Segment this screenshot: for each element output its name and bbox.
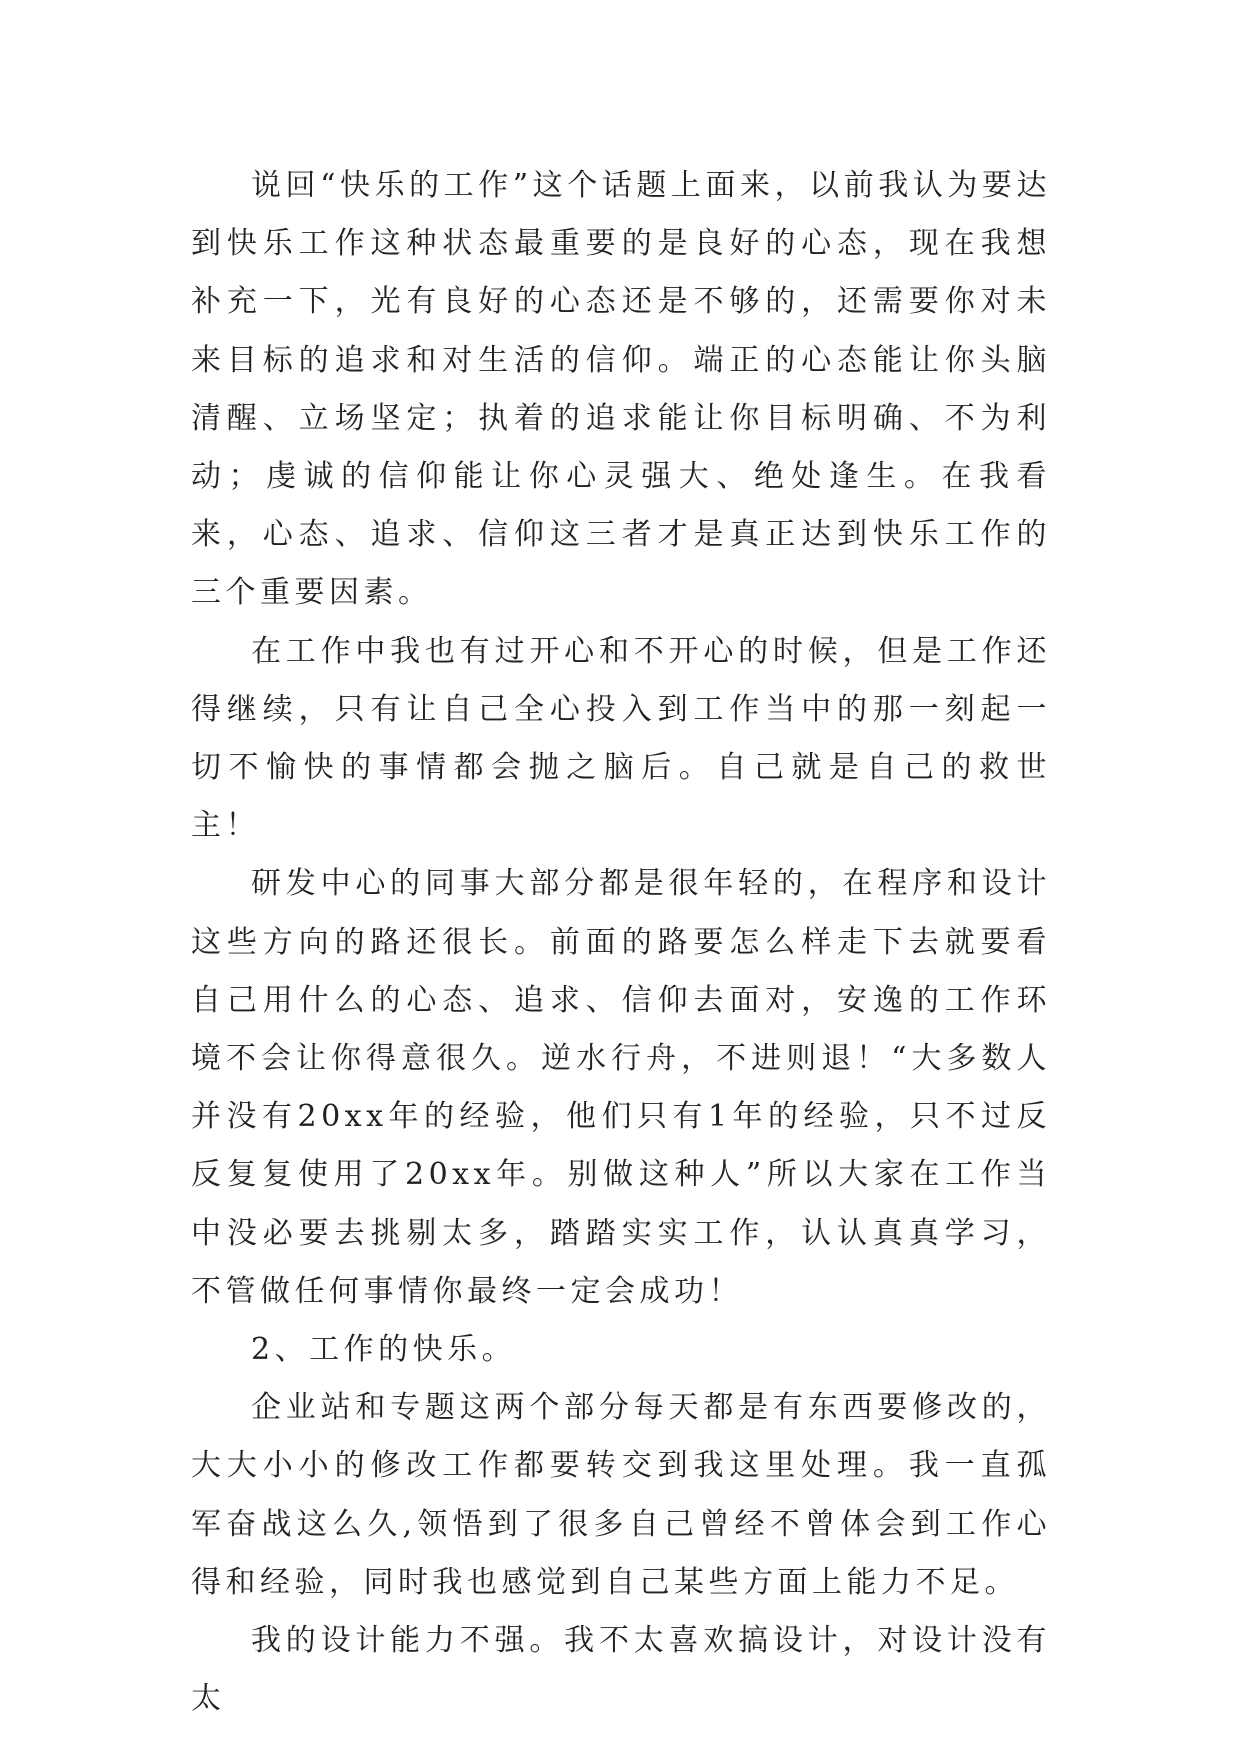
paragraph-design-ability: 我的设计能力不强。我不太喜欢搞设计，对设计没有太 bbox=[191, 1623, 1051, 1717]
paragraph-site-maintenance: 企业站和专题这两个部分每天都是有东西要修改的，大大小小的修改工作都要转交到我这里处理。我一直孤军奋战这么久,领悟到了很多自己曾经不曾体会到工作心得和经验，同时我也感觉到自己某些方面上能力不足。 bbox=[191, 1390, 1051, 1600]
paragraph-rd-colleagues: 研发中心的同事大部分都是很年轻的，在程序和设计这些方向的路还很长。前面的路要怎么样走下去就要看自己用什么的心态、追求、信仰去面对，安逸的工作环境不会让你得意很久。逆水行舟，不进则退！“大多数人并没有20xx年的经验，他们只有1年的经验，只不过反反复复使用了20xx年。别做这种人”所以大家在工作当中没必要去挑剔太多，踏踏实实工作，认认真真学习，不管做任何事情你最终一定会成功！ bbox=[191, 866, 1051, 1309]
paragraph-work-moods: 在工作中我也有过开心和不开心的时候，但是工作还得继续，只有让自己全心投入到工作当中的那一刻起一切不愉快的事情都会抛之脑后。自己就是自己的救世主！ bbox=[191, 633, 1051, 844]
section-heading-joy-of-work: 2、工作的快乐。 bbox=[251, 1332, 517, 1368]
document-body bbox=[191, 157, 1051, 1728]
paragraph-happy-work-topic: 说回“快乐的工作”这个话题上面来，以前我认为要达到快乐工作这种状态最重要的是良好的心态，现在我想补充一下，光有良好的心态还是不够的，还需要你对未来目标的追求和对生活的信仰。端正的心态能让你头脑清醒、立场坚定；执着的追求能让你目标明确、不为利动；虔诚的信仰能让你心灵强大、绝处逢生。在我看来，心态、追求、信仰这三者才是真正达到快乐工作的三个重要因素。 bbox=[191, 168, 1051, 611]
